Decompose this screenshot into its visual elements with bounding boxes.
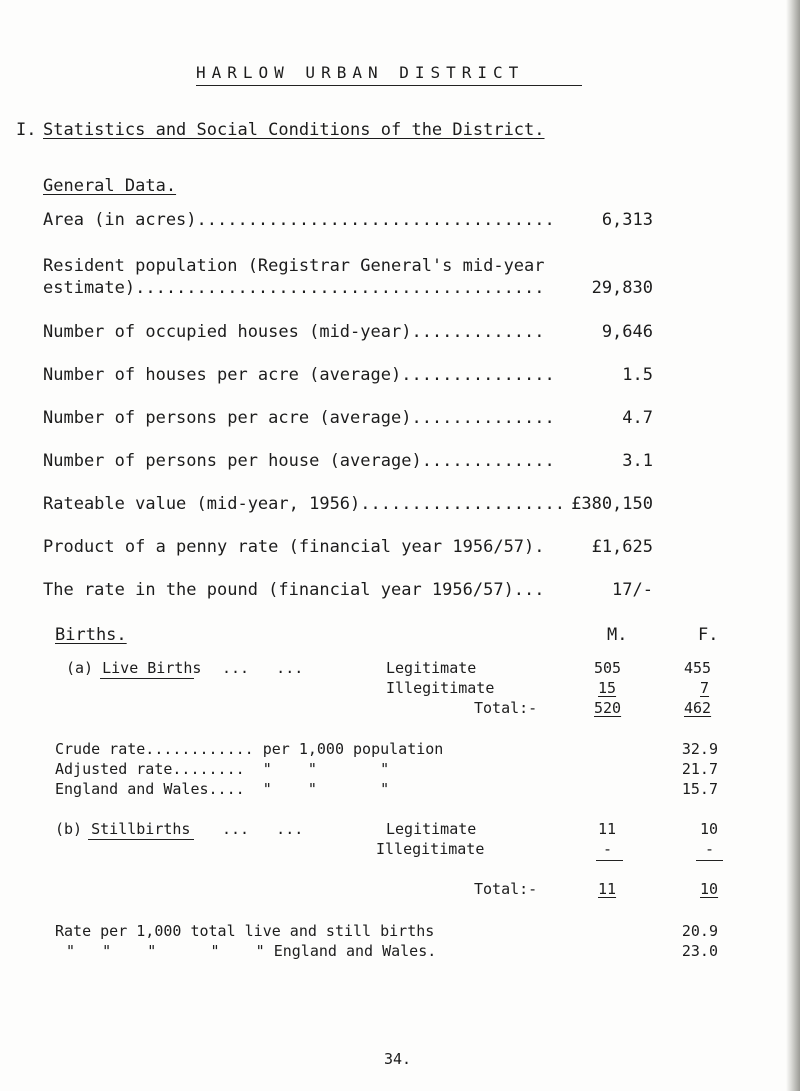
live-births-dots: ... ... (222, 659, 304, 677)
crude-rate-value: 32.9 (681, 740, 718, 758)
stillbirths-underline (88, 839, 194, 840)
england-wales-rate-label: England and Wales.... " " " (55, 780, 390, 798)
section-subtitle: General Data. (43, 176, 177, 196)
penny-rate-value: £1,625 (591, 537, 653, 557)
population-label: Resident population (Registrar General's mid-year (43, 256, 545, 276)
illegitimate-label: Illegitimate (386, 679, 495, 697)
area-label: Area (in acres)................................... (43, 210, 555, 230)
persons-per-acre-label: Number of persons per acre (average).............. (43, 408, 555, 428)
column-male-header: M. (607, 625, 628, 645)
still-illegitimate-female-rule (696, 860, 723, 861)
rateable-value-value: £380,150 (571, 494, 653, 514)
legitimate-female: 455 (684, 659, 712, 677)
still-illegitimate-female: - (705, 840, 715, 858)
births-heading: Births. (55, 625, 127, 645)
adjusted-rate-label: Adjusted rate........ " " " (55, 760, 390, 778)
penny-rate-label: Product of a penny rate (financial year 1956/57). (43, 537, 545, 557)
live-total-female: 462 (684, 699, 712, 717)
live-births-underline (100, 678, 194, 679)
population-value: 29,830 (591, 278, 653, 298)
houses-per-acre-value: 1.5 (622, 365, 653, 385)
england-wales-rate-value: 15.7 (681, 780, 718, 798)
adjusted-rate-value: 21.7 (681, 760, 718, 778)
still-total-female: 10 (700, 880, 719, 898)
still-illegitimate-male-rule (596, 860, 623, 861)
total-birth-rate-value: 20.9 (681, 922, 718, 940)
houses-label: Number of occupied houses (mid-year)............. (43, 322, 545, 342)
still-legitimate-female: 10 (700, 820, 719, 838)
still-total-label: Total:- (474, 880, 538, 898)
rate-in-pound-label: The rate in the pound (financial year 1956/57)... (43, 580, 545, 600)
live-births-label: (a) Live Births (66, 659, 202, 677)
still-legitimate-male: 11 (598, 820, 617, 838)
england-wales-total-rate-value: 23.0 (681, 942, 718, 960)
still-legitimate-label: Legitimate (386, 820, 477, 838)
area-value: 6,313 (601, 210, 653, 230)
header-underline (196, 85, 582, 86)
crude-rate-label: Crude rate............ per 1,000 population (55, 740, 444, 758)
section-title: Statistics and Social Conditions of the District. (43, 120, 545, 140)
illegitimate-female: 7 (700, 679, 710, 697)
live-total-male: 520 (594, 699, 622, 717)
houses-per-acre-label: Number of houses per acre (average)............... (43, 365, 555, 385)
still-total-male: 11 (598, 880, 617, 898)
england-wales-total-rate-label: " " " " " England and Wales. (66, 942, 437, 960)
still-illegitimate-label: Illegitimate (376, 840, 485, 858)
total-birth-rate-label: Rate per 1,000 total live and still births (55, 922, 435, 940)
stillbirths-dots: ... ... (222, 820, 304, 838)
column-female-header: F. (698, 625, 719, 645)
persons-per-house-label: Number of persons per house (average)............. (43, 451, 555, 471)
page-number: 34. (384, 1050, 412, 1068)
stillbirths-label: (b) Stillbirths (55, 820, 191, 838)
persons-per-house-value: 3.1 (622, 451, 653, 471)
section-number: I. (16, 120, 37, 140)
legitimate-male: 505 (594, 659, 622, 677)
persons-per-acre-value: 4.7 (622, 408, 653, 428)
page-header: HARLOW URBAN DISTRICT (196, 63, 525, 82)
rate-in-pound-value: 17/- (612, 580, 653, 600)
legitimate-label: Legitimate (386, 659, 477, 677)
houses-value: 9,646 (601, 322, 653, 342)
rateable-value-label: Rateable value (mid-year, 1956).................... (43, 494, 565, 514)
live-total-label: Total:- (474, 699, 538, 717)
illegitimate-male: 15 (598, 679, 617, 697)
page-edge-shadow (786, 0, 800, 1091)
population-label-cont: estimate)........................................ (43, 278, 545, 298)
still-illegitimate-male: - (603, 840, 613, 858)
